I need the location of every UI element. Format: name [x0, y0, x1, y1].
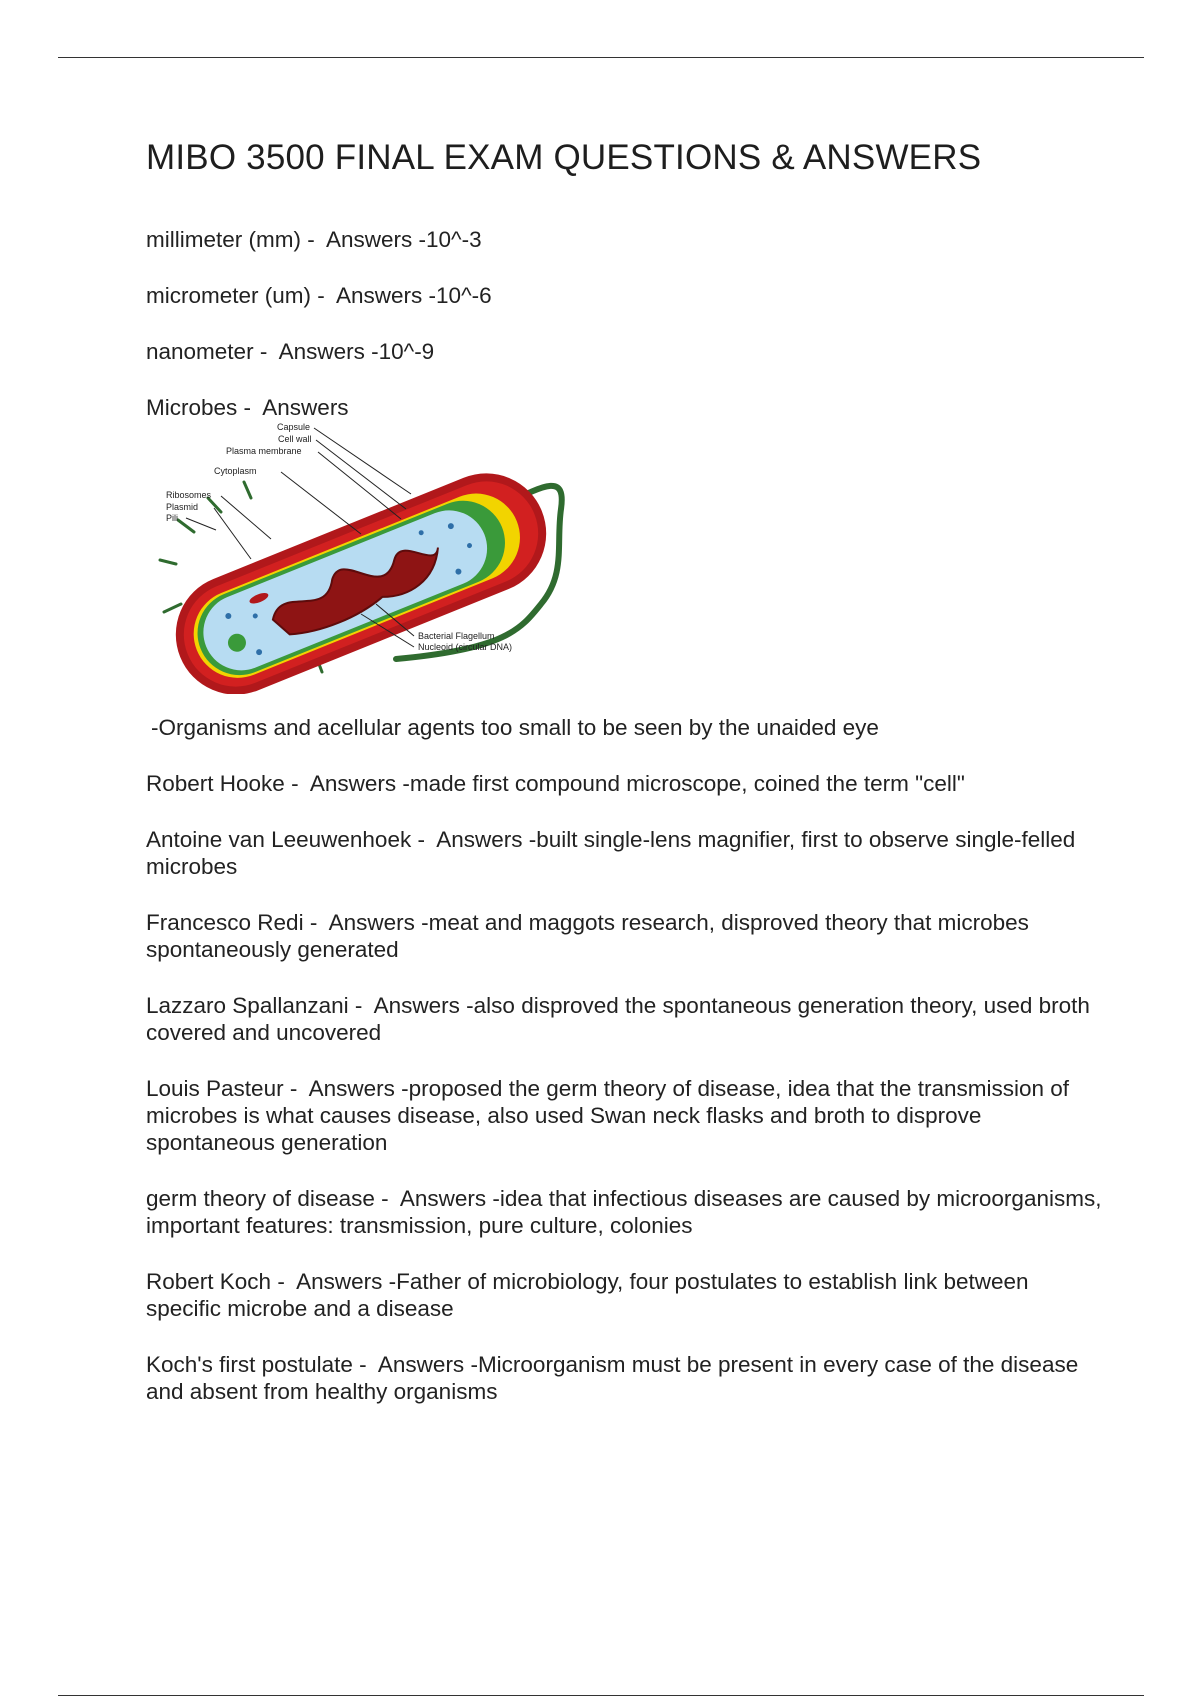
label-cell-wall: Cell wall: [278, 434, 312, 444]
qa-separator: - Answers -: [283, 1076, 409, 1101]
qa-term: Lazzaro Spallanzani: [146, 993, 349, 1018]
qa-term: germ theory of disease: [146, 1186, 375, 1211]
qa-term: Robert Koch: [146, 1269, 272, 1294]
qa-item: [146, 1268, 1106, 1322]
label-pili: Pili: [166, 513, 179, 523]
qa-term: Robert Hooke: [146, 771, 285, 796]
qa-item: [146, 826, 1106, 880]
label-cytoplasm: Cytoplasm: [214, 466, 257, 476]
qa-item: [146, 770, 1106, 797]
qa-answer: idea that infectious diseases are caused by microorganisms, important features: transmission, pure culture, colonies: [146, 1186, 1102, 1238]
qa-item: [146, 282, 1106, 309]
microbes-answer: -Organisms and acellular agents too small to be seen by the unaided eye: [151, 715, 879, 740]
label-flagellum: Bacterial Flagellum: [418, 631, 495, 641]
qa-item: [146, 338, 1106, 365]
qa-separator: - Answers -: [411, 827, 537, 852]
qa-item-microbes: [146, 394, 1106, 421]
qa-answer: proposed the germ theory of disease, idea that the transmission of microbes is what causes disease, also used Swan neck flasks and broth to disprove spontaneous generation: [146, 1076, 1070, 1155]
top-rule: [58, 57, 1144, 58]
qa-answer: also disproved the spontaneous generation theory, used broth covered and uncovered: [146, 993, 1090, 1045]
qa-answer: Microorganism must be present in every case of the disease and absent from healthy organisms: [146, 1352, 1079, 1404]
qa-separator: - Answers -: [311, 283, 437, 308]
qa-separator: - Answers -: [300, 227, 427, 252]
qa-item: [146, 1075, 1106, 1156]
qa-separator: - Answers -: [284, 771, 410, 796]
document-title: MIBO 3500 FINAL EXAM QUESTIONS & ANSWERS: [146, 138, 982, 177]
qa-term: micrometer (um): [146, 283, 312, 308]
qa-separator: - Answers: [237, 395, 349, 420]
label-plasmid: Plasmid: [166, 502, 199, 512]
qa-separator: - Answers -: [348, 993, 474, 1018]
qa-answer: Father of microbiology, four postulates to establish link between specific microbe and a disease: [146, 1269, 1029, 1321]
qa-separator: - Answers -: [253, 339, 379, 364]
qa-term: millimeter (mm): [146, 227, 301, 252]
qa-answer: meat and maggots research, disproved theory that microbes spontaneously generated: [146, 910, 1029, 962]
qa-term: Koch's first postulate: [146, 1352, 353, 1377]
label-capsule: Capsule: [277, 422, 311, 432]
document-page: [146, 138, 1106, 1434]
qa-answer: built single-lens magnifier, first to observe single-felled microbes: [146, 827, 1076, 879]
bacterial-cell-diagram: [146, 414, 586, 694]
qa-item: [146, 909, 1106, 963]
qa-separator: - Answers -: [374, 1186, 500, 1211]
qa-answer: 10^-3: [426, 227, 482, 252]
qa-item: [146, 1185, 1106, 1239]
qa-item: [146, 1351, 1106, 1405]
qa-item: [146, 992, 1106, 1046]
qa-term: Louis Pasteur: [146, 1076, 284, 1101]
qa-answer: 10^-6: [436, 283, 492, 308]
qa-separator: - Answers -: [352, 1352, 478, 1377]
bottom-rule: [58, 1695, 1144, 1696]
qa-answer: 10^-9: [378, 339, 435, 364]
label-plasma-membrane: Plasma membrane: [226, 446, 302, 456]
label-nucleoid: Nucleoid (circular DNA): [418, 642, 513, 652]
qa-term: Antoine van Leeuwenhoek: [146, 827, 412, 852]
qa-term: nanometer: [146, 339, 254, 364]
label-ribosomes: Ribosomes: [166, 490, 212, 500]
qa-answer: made first compound microscope, coined the term "cell": [409, 771, 965, 796]
qa-item: [146, 226, 1106, 253]
qa-term: Microbes: [146, 395, 238, 420]
qa-separator: - Answers -: [271, 1269, 397, 1294]
qa-term: Francesco Redi: [146, 910, 304, 935]
qa-separator: - Answers -: [303, 910, 429, 935]
